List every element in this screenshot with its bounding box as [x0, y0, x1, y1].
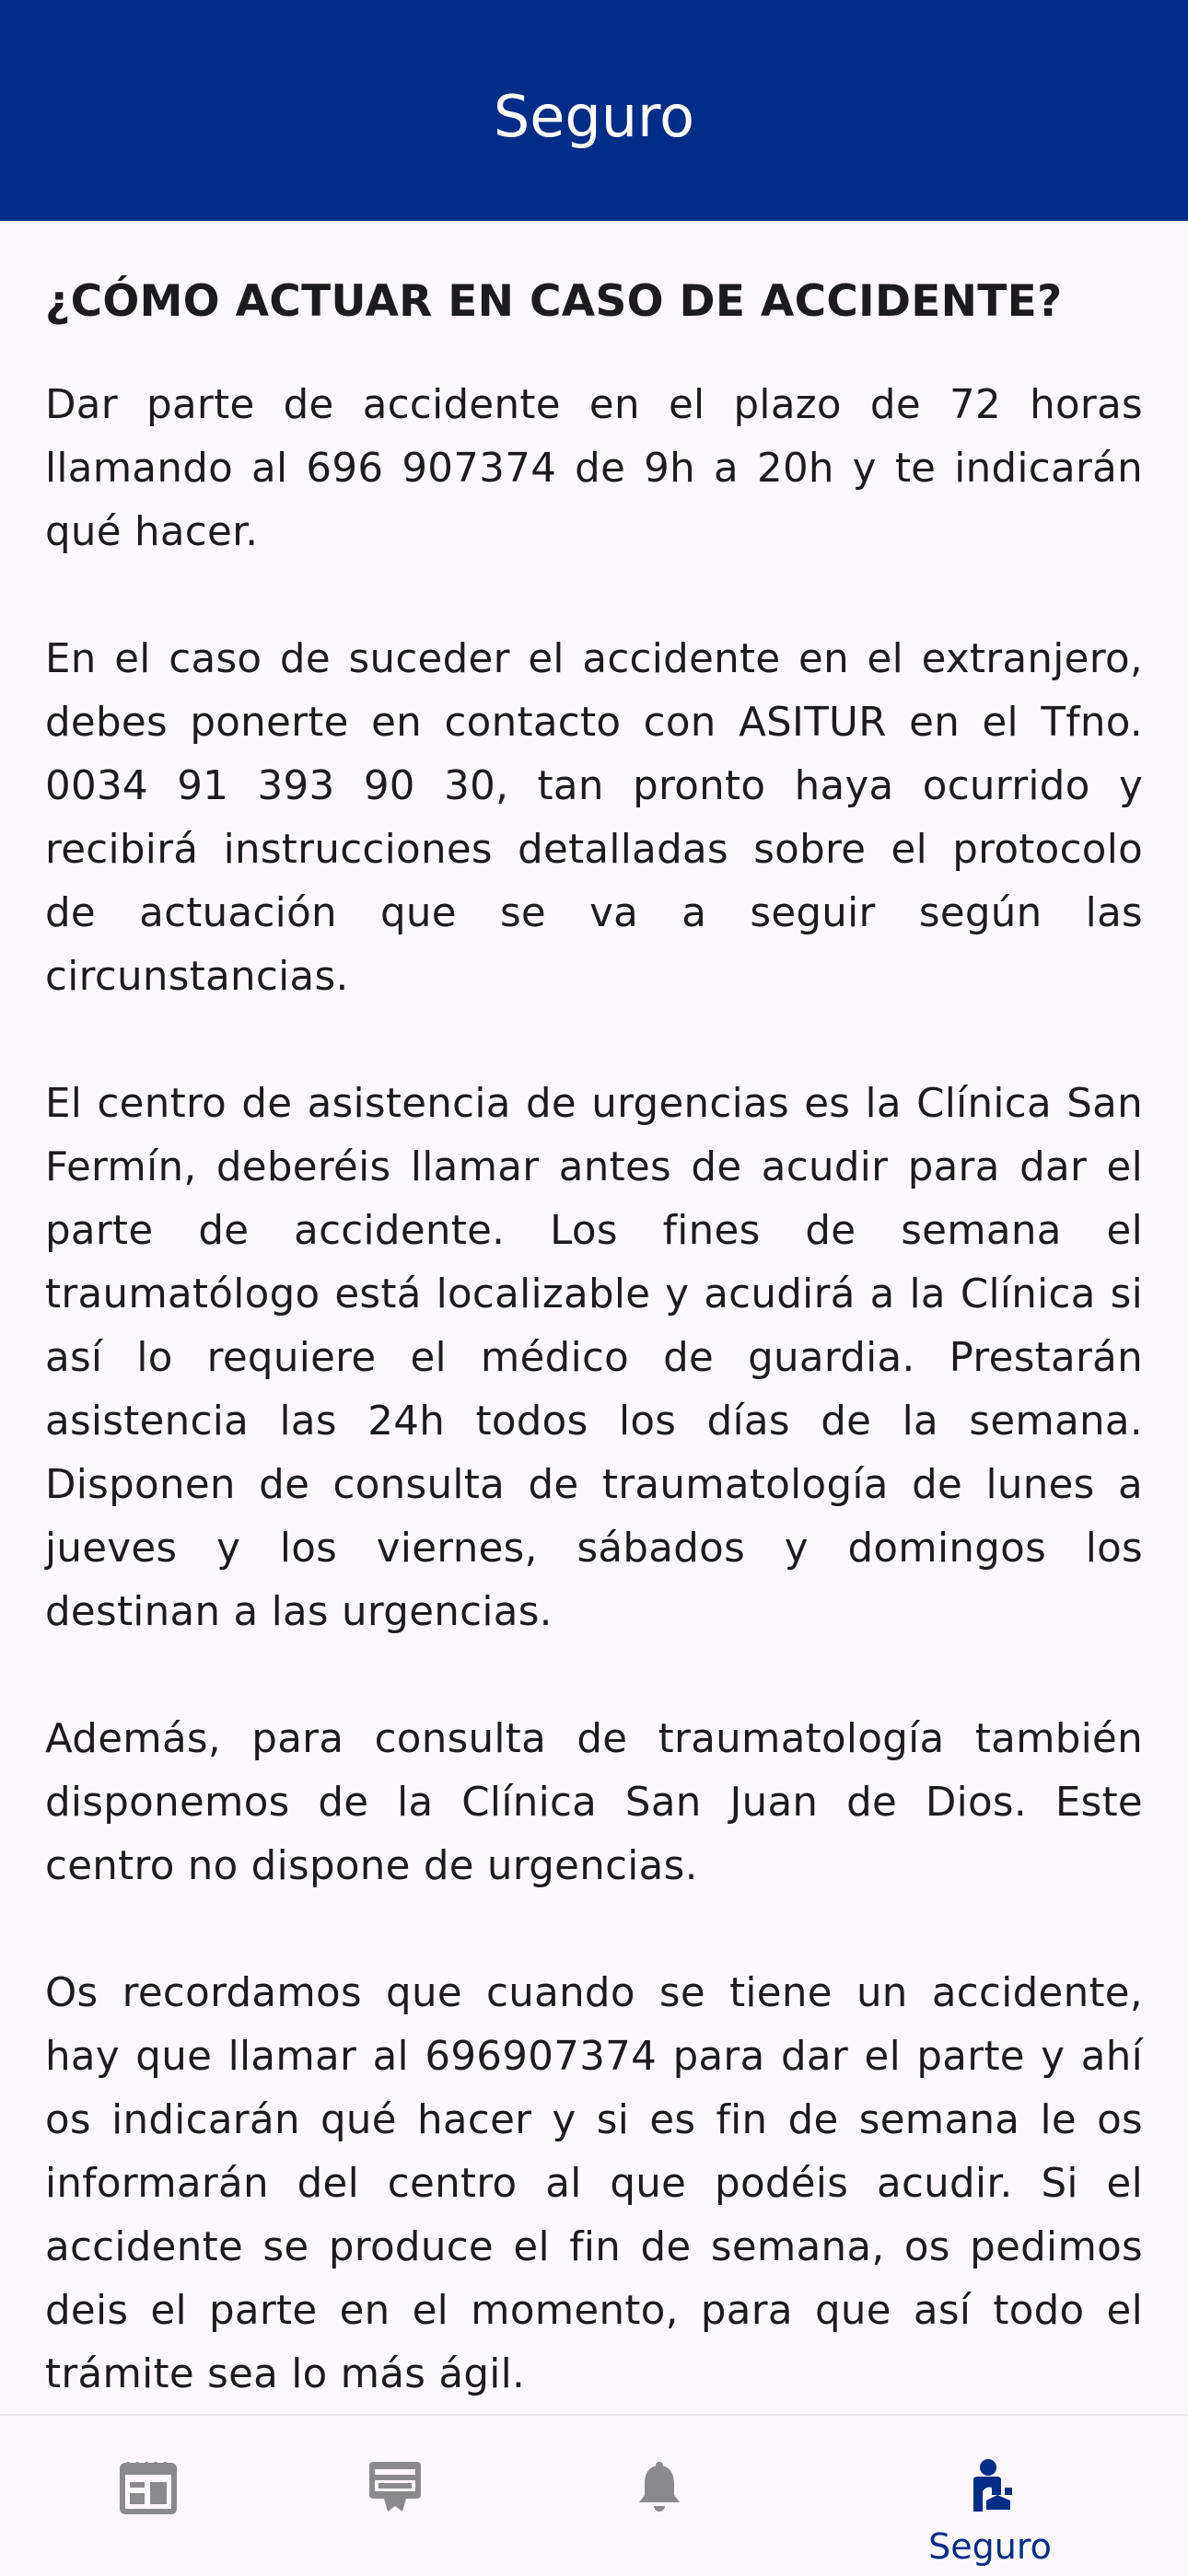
bottom-navigation	[0, 2414, 1188, 2576]
nav-item-notifications[interactable]	[511, 2416, 808, 2576]
insurance-content[interactable]	[45, 221, 1143, 2397]
page-title: Seguro	[493, 82, 695, 150]
nav-label-seguro: Seguro	[928, 2526, 1052, 2567]
nav-item-seguro[interactable]	[842, 2416, 1138, 2576]
app-bar	[0, 0, 1188, 221]
section-heading: ¿CÓMO ACTUAR EN CASO DE ACCIDENTE?	[45, 276, 1063, 327]
card-icon	[366, 2458, 425, 2517]
paragraph-abroad: En el caso de suceder el accidente en el extranjero, debes ponerte en contacto con ASITUR en el Tfno. 0034 91 393 90 30, tan pronto haya ocurrido y recibirá instrucciones detalladas sobre el protocolo de actuación que se va a seguir según las circunstancias.	[45, 636, 1143, 1000]
paragraph-traumatology: Además, para consulta de traumatología también disponemos de la Clínica San Juan de Dios. Este centro no dispone de urgencias.	[45, 1716, 1143, 1889]
paragraph-report-deadline: Dar parte de accidente en el plazo de 72 horas llamando al 696 907374 de 9h a 20h y te indicarán qué hacer.	[45, 382, 1143, 555]
paragraph-reminder: Os recordamos que cuando se tiene un accidente, hay que llamar al 696907374 para dar el parte y ahí os indicarán qué hacer y si es fin de semana le os informarán del centro al que podéis acudir. Si el accidente se produce el fin de semana, os pedimos deis el parte en el momento, para que así todo el trámite sea lo más ágil.	[45, 1970, 1143, 2397]
bell-icon	[630, 2458, 689, 2517]
nav-item-card[interactable]	[247, 2416, 543, 2576]
paragraph-emergency-center: El centro de asistencia de urgencias es la Clínica San Fermín, deberéis llamar antes de acudir para dar el parte de accidente. Los fines de semana el traumatólogo está localizable y acudirá a la Clínica si así lo requiere el médico de guardia. Prestarán asistencia las 24h todos los días de la semana. Disponen de consulta de traumatología de lunes a jueves y los viernes, sábados y domingos los destinan a las urgencias.	[45, 1081, 1143, 1635]
insurance-person-icon	[961, 2458, 1019, 2517]
calendar-icon	[119, 2458, 178, 2517]
